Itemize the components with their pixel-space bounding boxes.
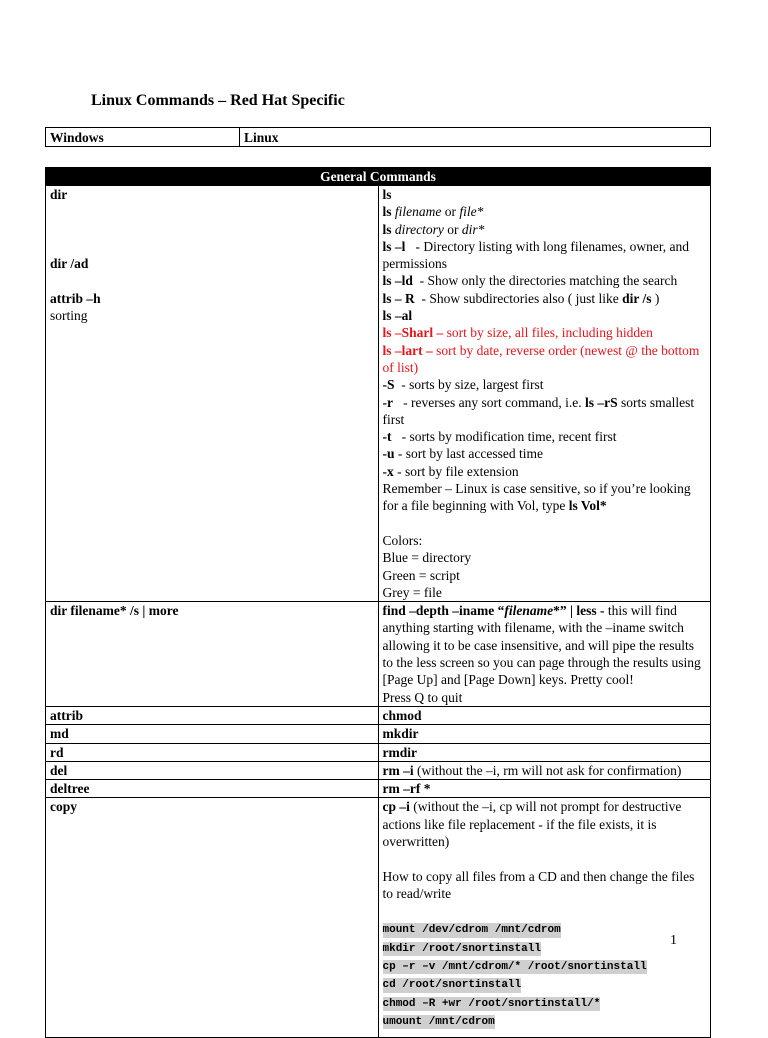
table-row	[46, 780, 711, 798]
flag-u-line	[383, 445, 707, 462]
ls-filename-line	[383, 203, 707, 220]
ls-l-line	[383, 238, 707, 273]
arg: dir*	[461, 221, 485, 237]
cmd: ls –Sharl –	[382, 325, 444, 341]
flag: -S	[382, 377, 395, 393]
header-linux: Linux	[240, 128, 711, 147]
cmd: ls – R	[382, 290, 415, 306]
ls-lart-line	[383, 342, 707, 377]
linux-cell	[378, 761, 711, 779]
windows-cell	[46, 798, 379, 1038]
text: - sorts by modification time, recent first	[401, 429, 617, 445]
color-green: Green = script	[382, 567, 460, 583]
ls-sharl-line	[383, 324, 707, 341]
linux-cmd: rm –i	[382, 762, 414, 778]
text: this will find anything starting with filename, with the –iname switch allowing it to be case insensitive, and will pipe the results to the less screen so you can page through the results using [Page Up] and [Page Down] keys. Pretty cool!	[382, 603, 701, 688]
table-row	[46, 761, 711, 779]
win-cmd: del	[50, 762, 68, 778]
linux-cell	[378, 725, 711, 743]
cmd: ls –ld	[382, 273, 413, 289]
win-cmd: attrib	[50, 707, 83, 723]
cmd: ls –lart –	[382, 342, 433, 358]
page-title: Linux Commands – Red Hat Specific	[91, 92, 345, 109]
linux-cell	[378, 602, 711, 707]
win-cmd: rd	[50, 744, 64, 760]
code-line: cp –r –v /mnt/cdrom/* /root/snortinstall	[382, 961, 647, 974]
section-title: General Commands	[46, 168, 711, 186]
commands-table	[45, 167, 711, 1038]
ls: ls	[382, 187, 392, 202]
text: - reverses any sort command, i.e.	[403, 394, 582, 410]
linux-cell	[378, 798, 711, 1038]
cmd: ls –rS	[584, 394, 618, 410]
cmd: ls	[382, 221, 392, 237]
arg: directory	[394, 221, 444, 237]
text: sort by size, all files, including hidden	[446, 325, 653, 341]
win-dir-ad: dir /ad	[50, 256, 89, 272]
windows-cell	[46, 725, 379, 743]
code-line: umount /mnt/cdrom	[382, 1015, 495, 1028]
flag: -u	[382, 446, 395, 462]
win-sorting: sorting	[50, 308, 88, 324]
cmd: ls	[382, 204, 392, 220]
text: - Show subdirectories also ( just like	[421, 290, 619, 306]
code-line: cd /root/snortinstall	[382, 979, 522, 992]
code-line: mkdir /root/snortinstall	[382, 942, 541, 955]
ls-ld-line	[383, 272, 707, 289]
linux-cell	[378, 186, 711, 602]
section-header-row	[46, 168, 711, 186]
windows-cell	[46, 743, 379, 761]
colors-label: Colors:	[382, 532, 423, 548]
win-attrib-h: attrib –h	[50, 290, 101, 306]
color-blue: Blue = directory	[382, 550, 472, 566]
windows-cell	[46, 186, 379, 602]
flag: -t	[382, 429, 392, 445]
linux-cell	[378, 780, 711, 798]
text: )	[654, 290, 660, 306]
text: sorts smallest first	[382, 394, 695, 427]
table-row	[46, 743, 711, 761]
flag-s-line	[383, 376, 707, 393]
text: or	[447, 221, 459, 237]
flag-x-line	[383, 463, 707, 480]
header-table	[45, 127, 711, 147]
page-number: 1	[670, 933, 677, 948]
table-row	[46, 798, 711, 1038]
cmd: dir /s	[622, 290, 652, 306]
arg: filename	[504, 603, 554, 619]
flag-r-line	[383, 394, 707, 429]
table-row	[46, 602, 711, 707]
windows-cell	[46, 780, 379, 798]
find-quit: Press Q to quit	[382, 689, 463, 705]
win-cmd: deltree	[50, 781, 90, 797]
text: - Show only the directories matching the search	[419, 273, 678, 289]
color-grey: Grey = file	[382, 584, 442, 600]
flag: -r	[382, 394, 393, 410]
code-line: chmod –R +wr /root/snortinstall/*	[382, 997, 601, 1010]
cmd: ls Vol*	[568, 498, 607, 514]
flag-t-line	[383, 428, 707, 445]
ls-dir-line	[383, 221, 707, 238]
ls-al: ls –al	[382, 308, 413, 324]
ls-r-line	[383, 290, 707, 307]
code-block	[383, 919, 707, 1029]
windows-cell	[46, 602, 379, 707]
find-desc	[383, 602, 707, 688]
linux-cmd: rm –rf *	[382, 781, 431, 797]
code-line: mount /dev/cdrom /mnt/cdrom	[382, 924, 561, 937]
table-row	[46, 725, 711, 743]
copy-howto: How to copy all files from a CD and then change the files to read/write	[382, 868, 695, 901]
text: sort by date, reverse order (newest @ the bottom of list)	[382, 342, 700, 375]
text: (without the –i, cp will not prompt for destructive actions like file replacement - if the file exists, it is overwritten)	[382, 799, 682, 849]
win-cmd: md	[50, 726, 69, 742]
windows-cell	[46, 706, 379, 724]
win-dir: dir	[50, 187, 68, 202]
text: Remember – Linux is case sensitive, so if you’re looking for a file beginning with Vol, type	[382, 481, 691, 514]
windows-cell	[46, 761, 379, 779]
copy-desc	[383, 798, 707, 850]
text: - sorts by size, largest first	[401, 377, 544, 393]
header-windows: Windows	[46, 128, 240, 147]
text: (without the –i, rm will not ask for confirmation)	[413, 762, 682, 778]
remember-note	[383, 480, 707, 515]
win-cmd: dir filename* /s | more	[50, 603, 179, 619]
linux-cmd: cp –i	[382, 799, 410, 815]
arg: filename	[394, 204, 442, 220]
linux-cmd: chmod	[382, 707, 422, 723]
linux-cmd: mkdir	[382, 726, 419, 742]
table-row	[46, 186, 711, 602]
arg: file*	[459, 204, 484, 220]
linux-cell	[378, 706, 711, 724]
text: - sort by file extension	[397, 463, 519, 479]
text: - sort by last accessed time	[397, 446, 543, 462]
flag: -x	[382, 463, 394, 479]
linux-cmd: rmdir	[382, 744, 417, 760]
linux-cell	[378, 743, 711, 761]
cmd: *” | less -	[553, 603, 605, 619]
cmd: find –depth –iname “	[382, 603, 505, 619]
cmd: ls –l	[382, 238, 406, 254]
win-cmd: copy	[50, 799, 77, 815]
table-row	[46, 706, 711, 724]
text: - Directory listing with long filenames, owner, and permissions	[382, 238, 690, 272]
text: or	[444, 204, 457, 220]
